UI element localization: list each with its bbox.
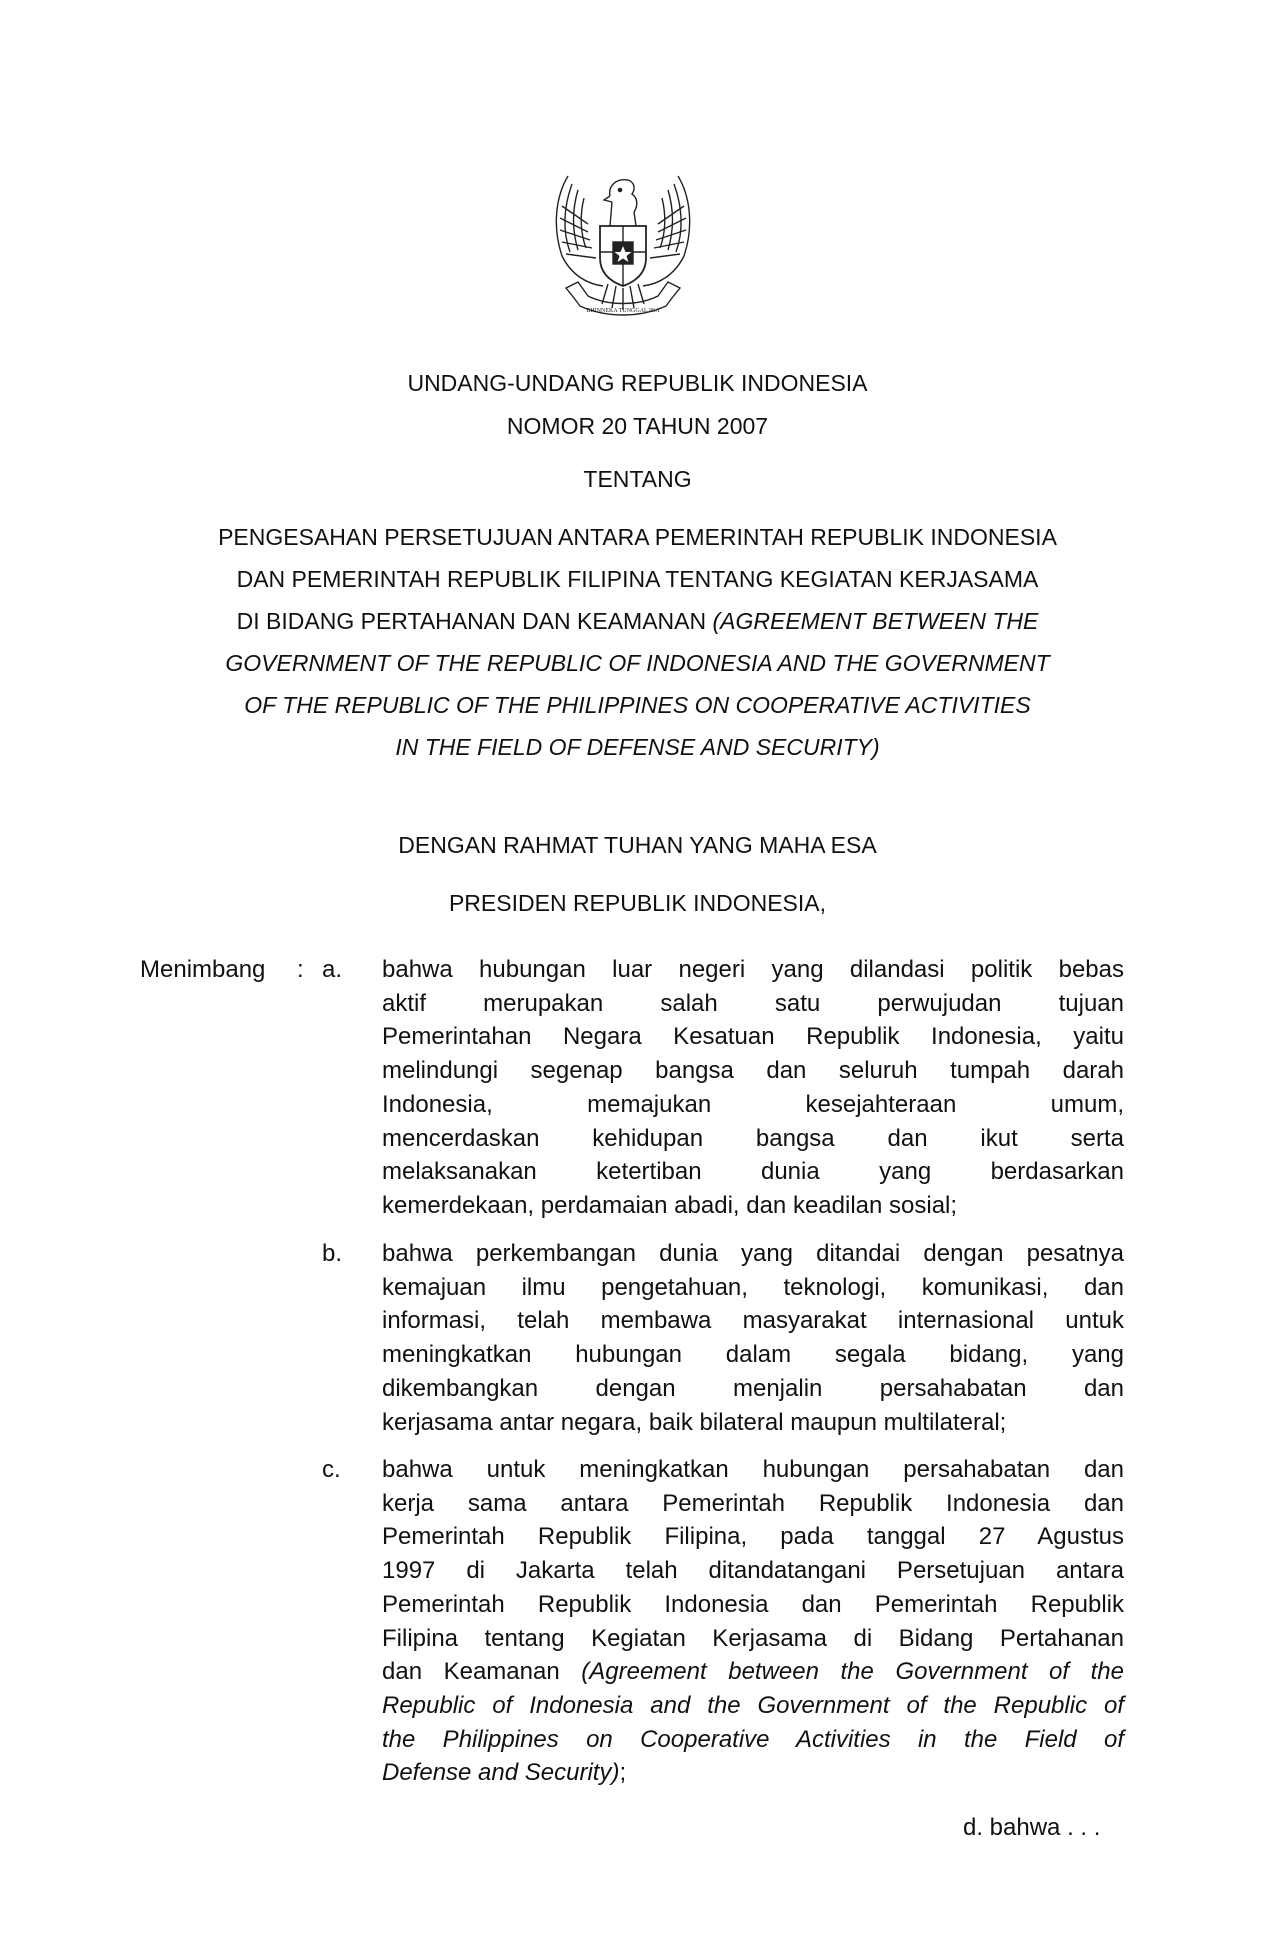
title-line: DI BIDANG PERTAHANAN DAN KEAMANAN (AGREEMENT BETWEEN THE: [236, 608, 1039, 634]
considering-colon: :: [297, 956, 304, 983]
consideration-item-b: bahwa perkembangan dunia yang ditandai dengan pesatnya kemajuan ilmu pengetahuan, teknologi, komunikasi, dan informasi, telah membawa masyarakat internasional untuk meningkatkan hubungan dalam segala bidang, yang dikembangkan dengan menjalin persahabatan dan kerjasama antar negara, baik bilateral maupun multilateral;: [382, 1240, 1124, 1436]
item-letter-a: a.: [322, 956, 343, 983]
title-line: DAN PEMERINTAH REPUBLIK FILIPINA TENTANG KEGIATAN KERJASAMA: [236, 566, 1039, 592]
page-catchword: d. bahwa . . .: [963, 1814, 1101, 1841]
about-heading: TENTANG: [583, 466, 692, 492]
consideration-item-c: bahwa untuk meningkatkan hubungan persahabatan dan kerja sama antara Pemerintah Republik Indonesia dan Pemerintah Republik Filipina, pada tanggal 27 Agustus 1997 di Jakarta telah ditandatangani Persetujuan antara Pemerintah Republik Indonesia dan Pemerintah Republik Filipina tentang Kegiatan Kerjasama di Bidang Pertahanan dan Keamanan (Agreement between the Government of the Republic of Indonesia and the Government of the Republic of the Philippines on Cooperative Activities in the Field of Defense and Security);: [382, 1456, 1124, 1787]
consideration-item-a: bahwa hubungan luar negeri yang dilandasi politik bebas aktif merupakan salah satu perwujudan tujuan Pemerintahan Negara Kesatuan Republik Indonesia, yaitu melindungi segenap bangsa dan seluruh tumpah darah Indonesia, memajukan kesejahteraan umum, mencerdaskan kehidupan bangsa dan ikut serta melaksanakan ketertiban dunia yang berdasarkan kemerdekaan, perdamaian abadi, dan keadilan sosial;: [382, 956, 1124, 1219]
item-letter-b: b.: [322, 1240, 343, 1267]
title-line: OF THE REPUBLIC OF THE PHILIPPINES ON COOPERATIVE ACTIVITIES: [244, 692, 1031, 718]
title-line: PENGESAHAN PERSETUJUAN ANTARA PEMERINTAH REPUBLIK INDONESIA: [218, 524, 1057, 550]
considering-label: Menimbang: [140, 956, 266, 983]
law-number-heading: NOMOR 20 TAHUN 2007: [506, 413, 769, 439]
svg-text:BHINNEKA TUNGGAL IKA: BHINNEKA TUNGGAL IKA: [586, 308, 660, 314]
president-heading: PRESIDEN REPUBLIK INDONESIA,: [448, 890, 827, 916]
law-title: [0, 516, 1275, 768]
item-letter-c: c.: [322, 1456, 341, 1483]
law-type-heading: UNDANG-UNDANG REPUBLIK INDONESIA: [407, 370, 868, 396]
title-line: IN THE FIELD OF DEFENSE AND SECURITY): [395, 734, 880, 760]
invocation: DENGAN RAHMAT TUHAN YANG MAHA ESA: [398, 832, 877, 858]
title-line: GOVERNMENT OF THE REPUBLIC OF INDONESIA AND THE GOVERNMENT: [225, 650, 1050, 676]
garuda-pancasila-emblem-icon: [548, 166, 698, 326]
